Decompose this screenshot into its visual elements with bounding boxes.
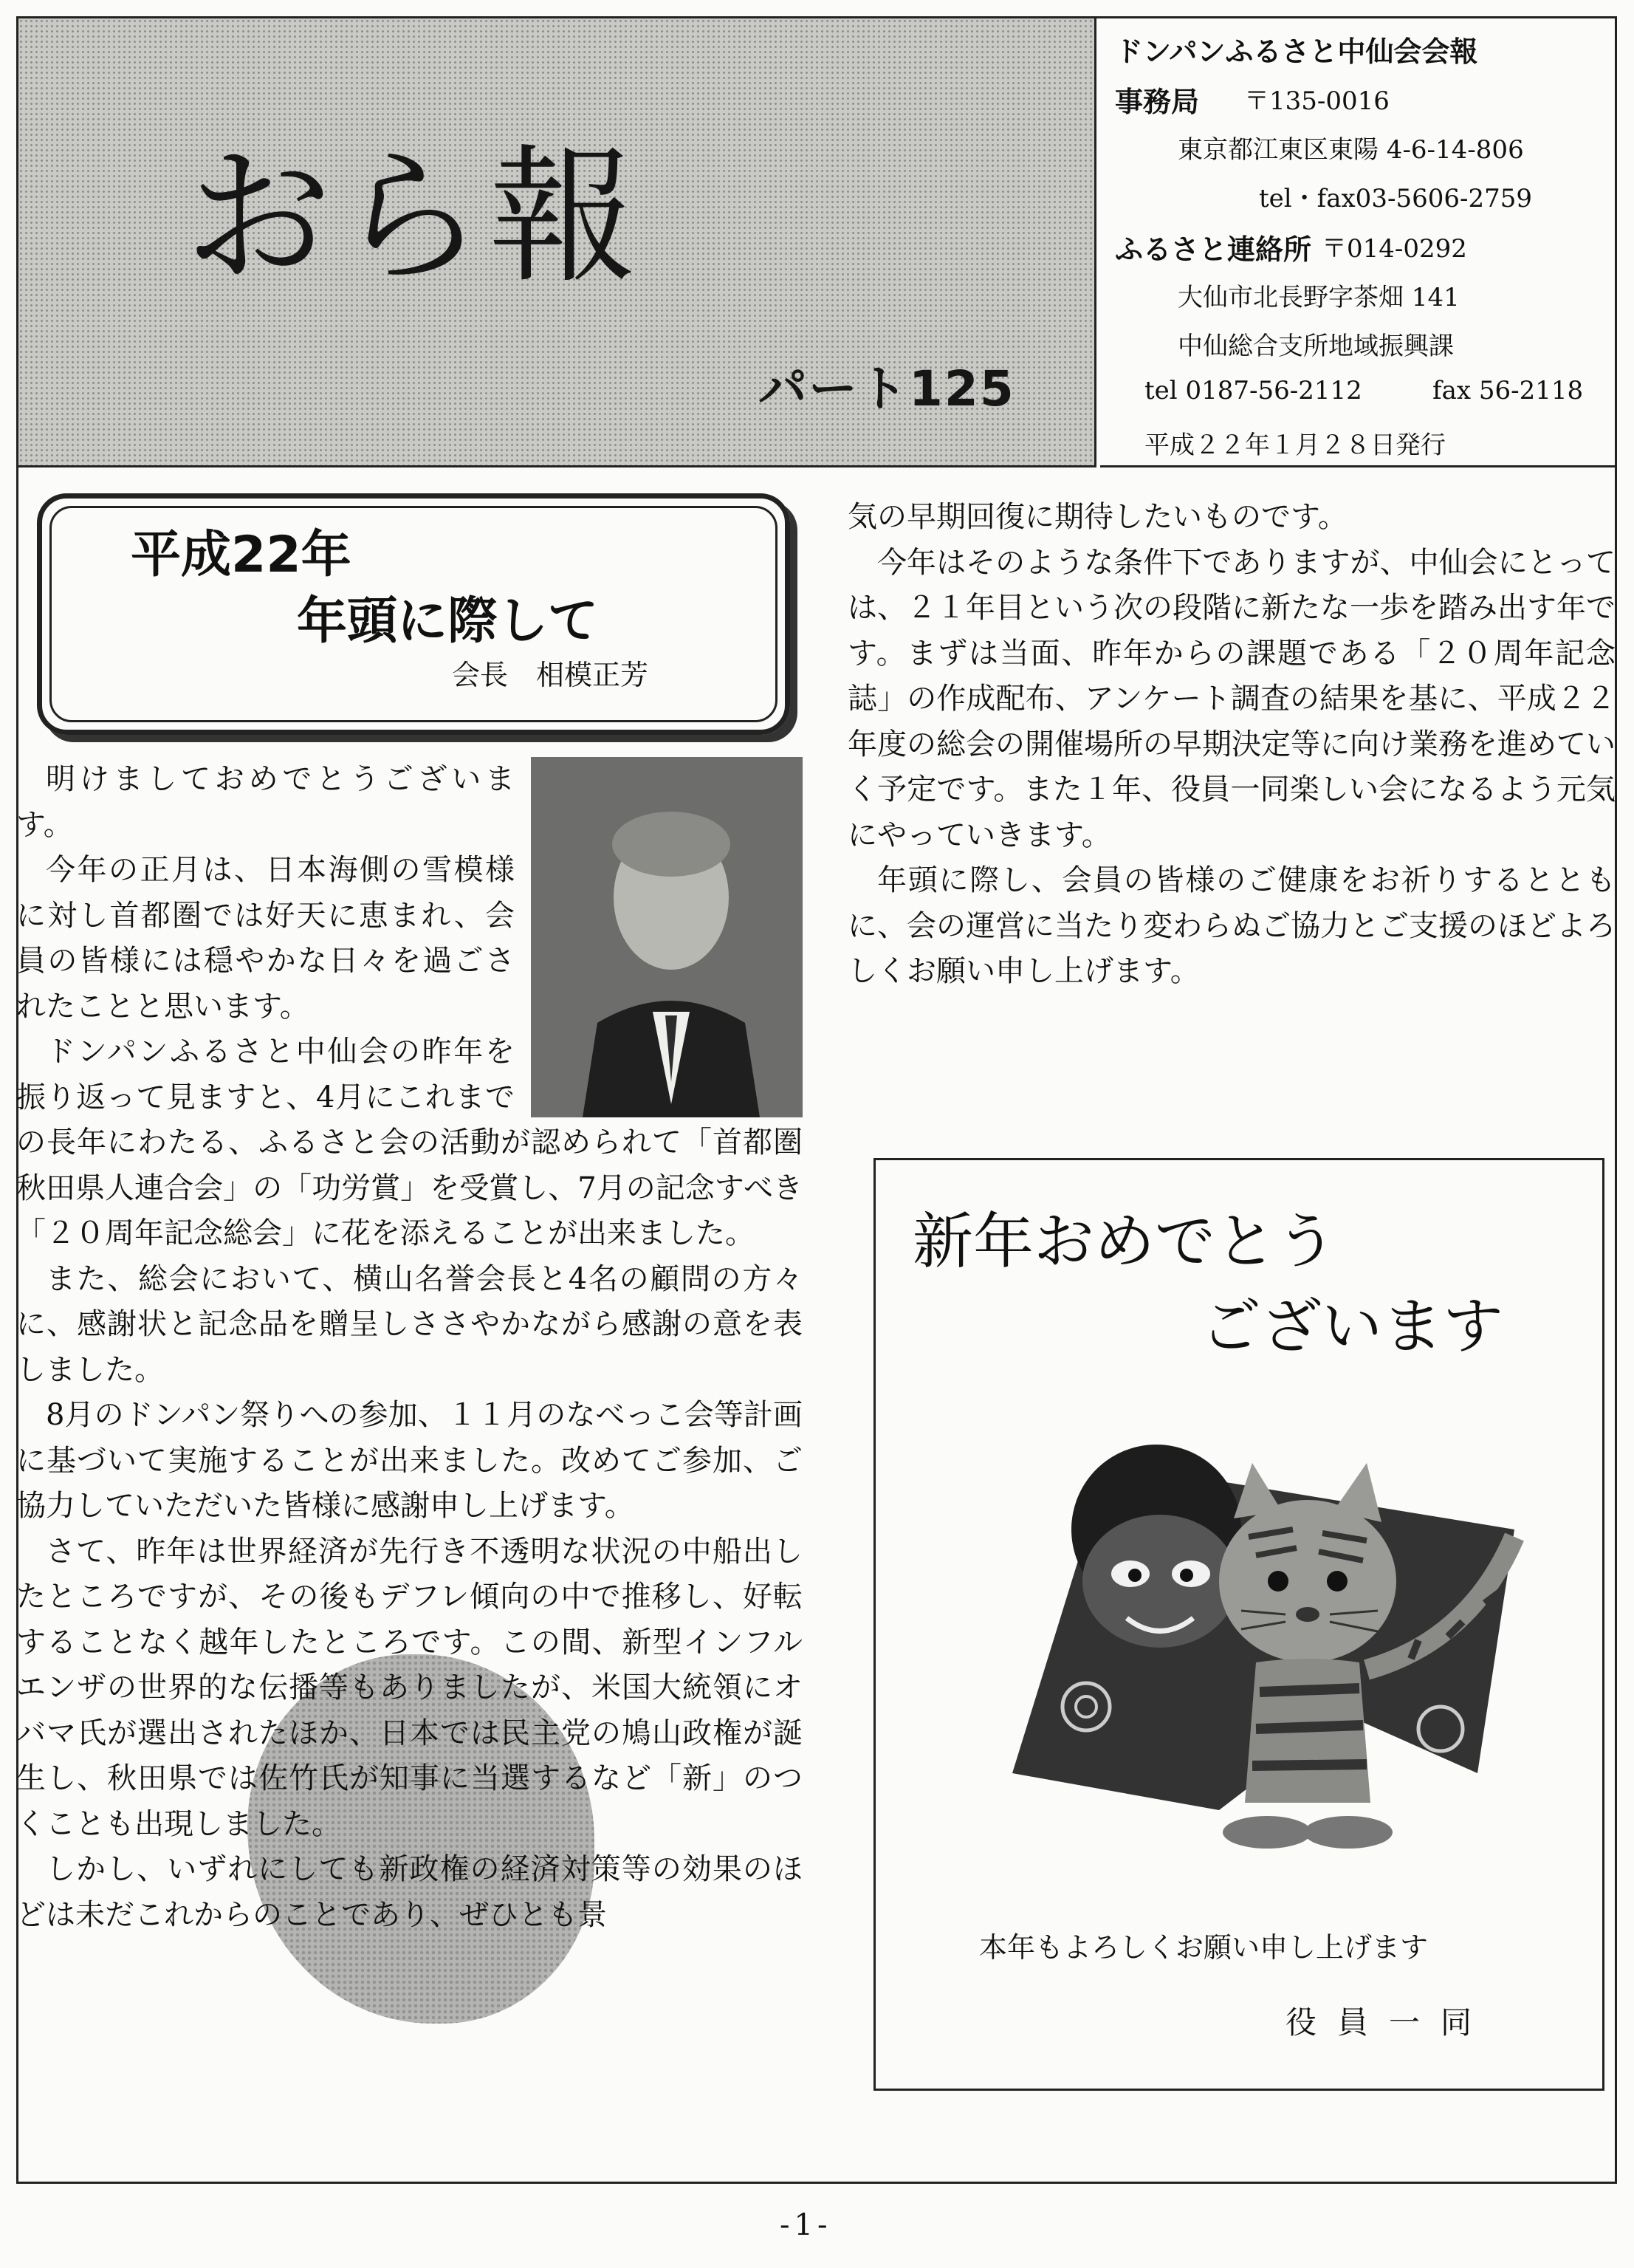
president-photo-frame xyxy=(531,757,803,1117)
article-paragraph: 今年はそのような条件下でありますが、中仙会にとっては、２１年目という次の段階に新たな一歩を踏み出す年です。まずは当面、昨年からの課題である「２０周年記念誌」の作成配布、アンケート調査の結果を基に、平成２２年度の総会の開催場所の早期決定等に向け業務を進めていく予定です。また１年、役員一同楽しい会になるよう元気にやっていきます。 xyxy=(848,545,1616,852)
heading-title: 年頭に際して xyxy=(297,592,599,651)
article-paragraph: 気の早期回復に期待したいものです。 xyxy=(848,500,1348,534)
secretariat-label: 事務局 xyxy=(1115,86,1200,118)
greeting-wish: 本年もよろしくお願い申し上げます xyxy=(979,1931,1429,1964)
article-paragraph: 明けましておめでとうございます。 xyxy=(16,762,515,842)
newsletter-title: おら報 xyxy=(185,131,642,304)
secretariat-telfax: tel・fax03-5606-2759 xyxy=(1259,184,1532,213)
masthead xyxy=(18,18,1096,467)
hometown-dept: 中仙総合支所地域振興課 xyxy=(1178,332,1454,361)
greeting-line-2: ございます xyxy=(1201,1292,1504,1362)
hometown-fax: fax 56-2118 xyxy=(1432,376,1584,405)
heading-author: 会長 相模正芳 xyxy=(452,659,649,691)
article-paragraph: また、総会において、横山名誉会長と4名の顧問の方々に、感謝状と記念品を贈呈しささやかながら感謝の意を表しました。 xyxy=(16,1261,803,1387)
hometown-tel: tel 0187-56-2112 xyxy=(1144,376,1362,405)
article-paragraph: 8月のドンパン祭りへの参加、１１月のなべっこ会等計画に基づいて実施することが出来ました。改めてご参加、ご協力していただいた皆様に感謝申し上げます。 xyxy=(16,1398,803,1523)
article-paragraph: しかし、いずれにしても新政権の経済対策等の効果のほどは未だこれからのことであり、ぜひとも景 xyxy=(16,1852,803,1932)
hometown-label: ふるさと連絡所 xyxy=(1115,233,1312,266)
article-heading-box xyxy=(37,493,790,735)
greeting-line-1: 新年おめでとう xyxy=(913,1207,1337,1277)
heading-year: 平成22年 xyxy=(131,526,351,584)
issue-number: パート125 xyxy=(758,360,1015,417)
page-number: -1- xyxy=(780,2208,832,2242)
secretariat-address: 東京都江東区東陽 4-6-14-806 xyxy=(1178,135,1524,165)
article-right-column xyxy=(848,495,1616,995)
article-paragraph: さて、昨年は世界経済が先行き不透明な状況の中船出したところですが、その後もデフレ傾向の中で推移し、好転することなく越年したところです。この間、新型インフルエンザの世界的な伝播等もありましたが、米国大統領にオバマ氏が選出されたほか、日本では民主党の鳩山政権が誕生し、秋田県では佐竹氏が知事に当選するなど「新」のつくことも出現しました。 xyxy=(16,1534,803,1841)
hometown-postal: 〒014-0292 xyxy=(1322,234,1467,264)
hometown-address: 大仙市北長野字茶畑 141 xyxy=(1178,283,1460,312)
newsletter-name: ドンパンふるさと中仙会会報 xyxy=(1115,35,1478,68)
article-left-column xyxy=(16,757,803,1938)
article-paragraph: 年頭に際し、会員の皆様のご健康をお祈りするとともに、会の運営に当たり変わらぬご協力とご支援のほどよろしくお願い申し上げます。 xyxy=(848,863,1616,988)
greeting-signature: 役員一同 xyxy=(1285,2004,1493,2041)
tiger-mascot-illustration xyxy=(998,1360,1529,1877)
office-info xyxy=(1100,18,1615,467)
new-year-greeting-card xyxy=(873,1158,1604,2091)
article-paragraph: ドンパンふるさと中仙会の昨年を振り返って見ますと、4月にこれまでの長年にわたる、ふるさと会の活動が認められて「首都圏秋田県人連合会」の「功労賞」を受賞し、7月の記念すべき「２０周年記念総会」に花を添えることが出来ました。 xyxy=(16,1035,803,1250)
article-paragraph: 今年の正月は、日本海側の雪模様に対し首都圏では好天に恵まれ、会員の皆様には穏やかな日々を過ごされたことと思います。 xyxy=(16,853,515,1024)
secretariat-postal: 〒135-0016 xyxy=(1244,86,1390,116)
issue-date: 平成２２年１月２８日発行 xyxy=(1144,431,1446,460)
president-portrait xyxy=(531,757,803,1117)
